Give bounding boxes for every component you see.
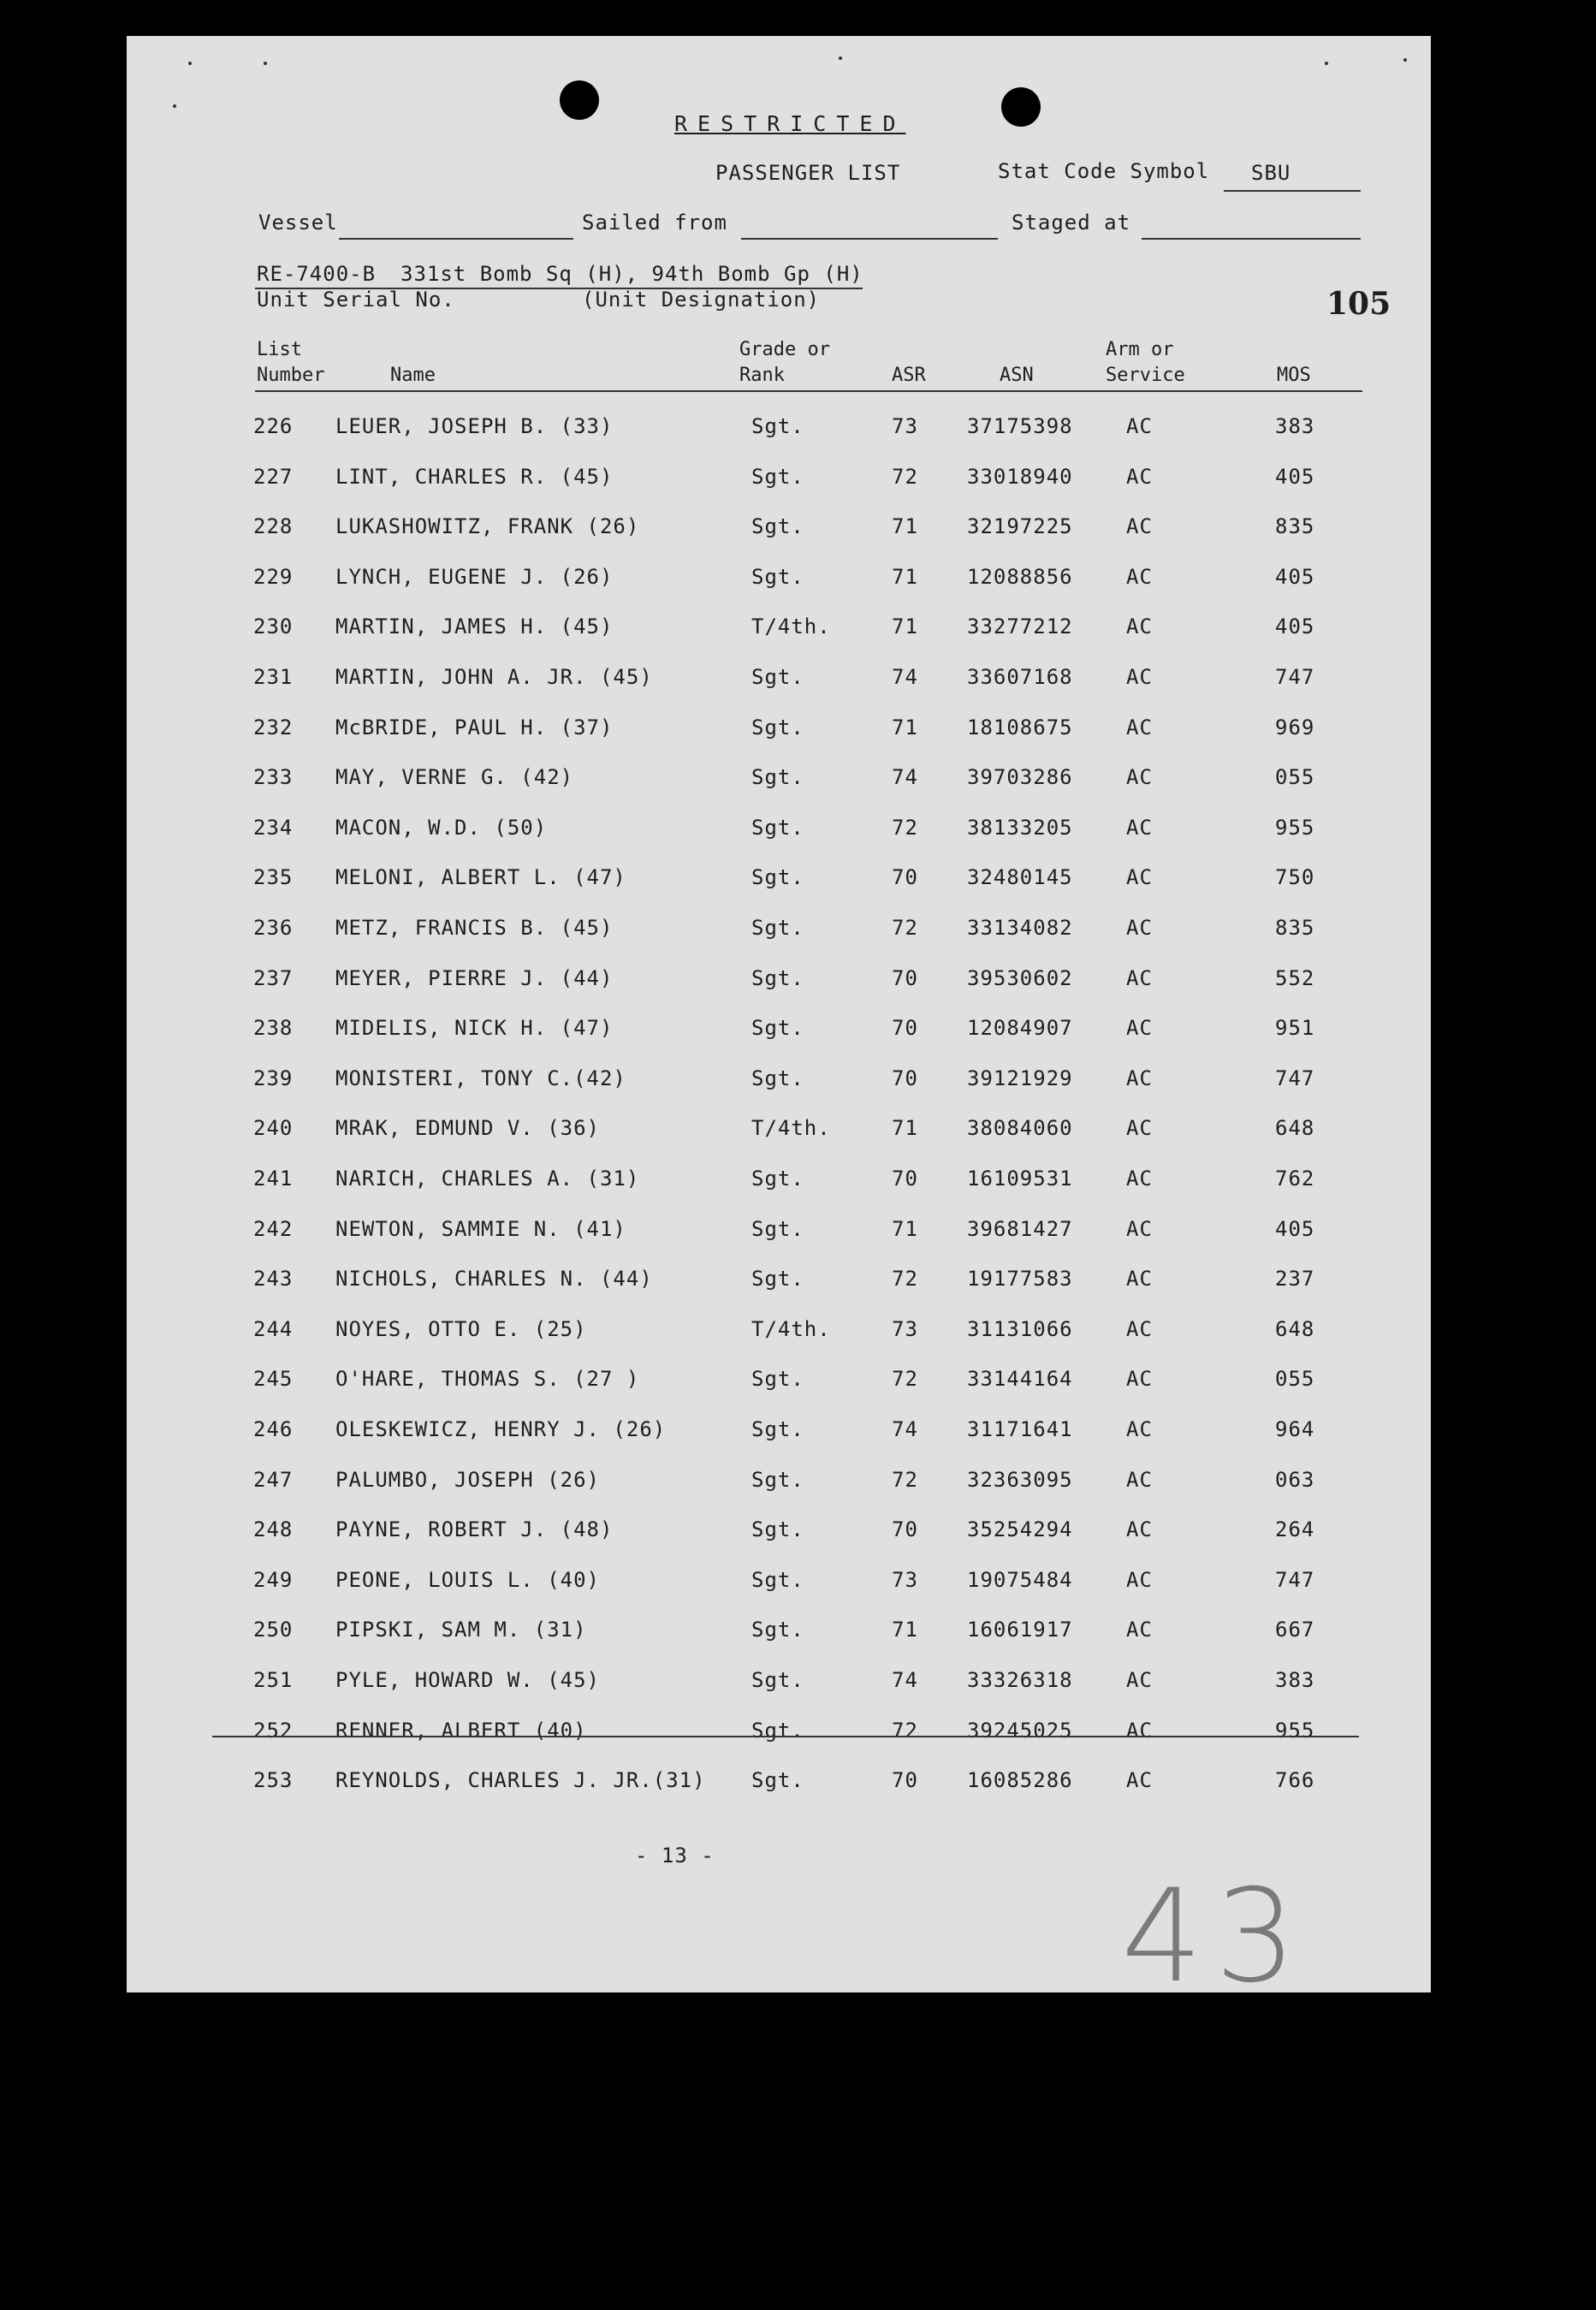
- cell-num: 227: [253, 464, 294, 489]
- speck: [173, 104, 176, 108]
- cell-num: 248: [253, 1517, 294, 1542]
- cell-mos: 951: [1275, 1016, 1315, 1041]
- cell-grade: Sgt.: [751, 765, 804, 790]
- cell-asr: 70: [892, 1066, 918, 1090]
- cell-asn: 39703286: [967, 765, 1073, 790]
- cell-num: 247: [253, 1467, 294, 1492]
- table-row: [127, 1417, 1431, 1452]
- cell-mos: 835: [1275, 514, 1315, 539]
- cell-mos: 747: [1275, 1066, 1315, 1090]
- cell-grade: Sgt.: [751, 414, 804, 438]
- cell-asn: 33144164: [967, 1367, 1073, 1392]
- table-row: [127, 615, 1431, 649]
- col-header-asn: ASN: [1000, 365, 1034, 386]
- cell-asn: 33326318: [967, 1668, 1073, 1692]
- cell-num: 245: [253, 1367, 294, 1392]
- cell-grade: Sgt.: [751, 564, 804, 589]
- cell-grade: Sgt.: [751, 1167, 804, 1191]
- vessel-label: Vessel: [258, 211, 338, 235]
- cell-asn: 16061917: [967, 1618, 1073, 1642]
- punch-hole: [1001, 87, 1041, 127]
- cell-arm: AC: [1126, 414, 1153, 438]
- cell-name: MARTIN, JAMES H. (45): [335, 615, 614, 639]
- table-row: [127, 1317, 1431, 1351]
- cell-mos: 405: [1275, 564, 1315, 589]
- cell-arm: AC: [1126, 1267, 1153, 1292]
- cell-arm: AC: [1126, 1618, 1153, 1642]
- cell-mos: 383: [1275, 414, 1315, 438]
- unit-designation-value: 331st Bomb Sq (H), 94th Bomb Gp (H): [400, 262, 863, 286]
- cell-mos: 969: [1275, 715, 1315, 739]
- sailed-from-label: Sailed from: [582, 211, 727, 235]
- col-header-arm: [1106, 337, 1185, 389]
- cell-asn: 35254294: [967, 1517, 1073, 1542]
- cell-asr: 70: [892, 1167, 918, 1191]
- cell-asn: 31131066: [967, 1316, 1073, 1341]
- col-header-grade-line2: Rank: [739, 365, 785, 386]
- cell-mos: 063: [1275, 1467, 1315, 1492]
- cell-mos: 405: [1275, 615, 1315, 639]
- cell-arm: AC: [1126, 1517, 1153, 1542]
- table-row: [127, 465, 1431, 499]
- cell-asn: 16085286: [967, 1768, 1073, 1793]
- cell-asn: 38084060: [967, 1116, 1073, 1141]
- cell-num: 246: [253, 1417, 294, 1441]
- cell-num: 233: [253, 765, 294, 790]
- cell-num: 252: [253, 1718, 294, 1743]
- table-row: [127, 816, 1431, 850]
- cell-mos: 955: [1275, 815, 1315, 840]
- cell-name: REYNOLDS, CHARLES J. JR.(31): [335, 1768, 706, 1793]
- unit-designation-label: (Unit Designation): [582, 288, 821, 312]
- cell-mos: 264: [1275, 1517, 1315, 1542]
- cell-num: 250: [253, 1618, 294, 1642]
- table-row: [127, 1016, 1431, 1050]
- cell-name: LYNCH, EUGENE J. (26): [335, 564, 614, 589]
- col-header-number: Number: [257, 365, 325, 386]
- cell-arm: AC: [1126, 1016, 1153, 1041]
- cell-mos: 405: [1275, 464, 1315, 489]
- col-header-arm-line2: Service: [1106, 365, 1185, 386]
- cell-arm: AC: [1126, 1216, 1153, 1241]
- cell-name: MONISTERI, TONY C.(42): [335, 1066, 626, 1090]
- table-row: [127, 1066, 1431, 1101]
- cell-asr: 72: [892, 916, 918, 940]
- cell-grade: Sgt.: [751, 865, 804, 890]
- cell-arm: AC: [1126, 1467, 1153, 1492]
- cell-asr: 71: [892, 715, 918, 739]
- col-header-grade: [739, 337, 830, 389]
- cell-num: 228: [253, 514, 294, 539]
- cell-arm: AC: [1126, 1567, 1153, 1592]
- cell-asr: 70: [892, 1768, 918, 1793]
- cell-grade: Sgt.: [751, 464, 804, 489]
- cell-num: 226: [253, 414, 294, 438]
- document-page: [127, 36, 1431, 2011]
- cell-asr: 73: [892, 414, 918, 438]
- cell-asn: 33277212: [967, 615, 1073, 639]
- page-number: 105: [1326, 286, 1391, 322]
- cell-asn: 32197225: [967, 514, 1073, 539]
- cell-asn: 16109531: [967, 1167, 1073, 1191]
- cell-arm: AC: [1126, 1367, 1153, 1392]
- cell-name: NICHOLS, CHARLES N. (44): [335, 1267, 653, 1292]
- cell-grade: Sgt.: [751, 1467, 804, 1492]
- table-row: [127, 1116, 1431, 1150]
- cell-name: MRAK, EDMUND V. (36): [335, 1116, 600, 1141]
- cell-name: MEYER, PIERRE J. (44): [335, 965, 614, 990]
- passenger-list-title: PASSENGER LIST: [715, 161, 901, 185]
- cell-arm: AC: [1126, 464, 1153, 489]
- cell-grade: Sgt.: [751, 715, 804, 739]
- cell-grade: Sgt.: [751, 1768, 804, 1793]
- table-row: [127, 1517, 1431, 1552]
- cell-arm: AC: [1126, 1316, 1153, 1341]
- cell-grade: Sgt.: [751, 1417, 804, 1441]
- cell-asn: 33607168: [967, 665, 1073, 689]
- cell-mos: 835: [1275, 916, 1315, 940]
- cell-asn: 33134082: [967, 916, 1073, 940]
- cell-arm: AC: [1126, 1417, 1153, 1441]
- cell-mos: 747: [1275, 665, 1315, 689]
- cell-asn: 33018940: [967, 464, 1073, 489]
- vessel-underline: [339, 238, 573, 240]
- col-header-name: Name: [390, 365, 436, 386]
- cell-asr: 72: [892, 1467, 918, 1492]
- cell-grade: Sgt.: [751, 1567, 804, 1592]
- cell-asr: 74: [892, 665, 918, 689]
- cell-name: LEUER, JOSEPH B. (33): [335, 414, 614, 438]
- cell-asr: 73: [892, 1316, 918, 1341]
- col-header-mos: MOS: [1277, 365, 1311, 386]
- cell-num: 243: [253, 1267, 294, 1292]
- cell-mos: 747: [1275, 1567, 1315, 1592]
- cell-num: 236: [253, 916, 294, 940]
- cell-asr: 71: [892, 1216, 918, 1241]
- cell-asr: 73: [892, 1567, 918, 1592]
- cell-name: O'HARE, THOMAS S. (27 ): [335, 1367, 640, 1392]
- table-row: [127, 1668, 1431, 1702]
- cell-mos: 964: [1275, 1417, 1315, 1441]
- cell-name: PIPSKI, SAM M. (31): [335, 1618, 587, 1642]
- cell-arm: AC: [1126, 965, 1153, 990]
- cell-asr: 72: [892, 815, 918, 840]
- cell-asr: 70: [892, 965, 918, 990]
- cell-grade: Sgt.: [751, 916, 804, 940]
- table-row: [127, 1267, 1431, 1301]
- col-header-arm-line1: Arm or: [1106, 339, 1174, 360]
- cell-name: RENNER, ALBERT (40): [335, 1718, 587, 1743]
- cell-name: LUKASHOWITZ, FRANK (26): [335, 514, 640, 539]
- cell-arm: AC: [1126, 1066, 1153, 1090]
- cell-name: PALUMBO, JOSEPH (26): [335, 1467, 600, 1492]
- stat-code-value: SBU: [1251, 161, 1291, 185]
- cell-arm: AC: [1126, 665, 1153, 689]
- table-row: [127, 665, 1431, 699]
- cell-asn: 39530602: [967, 965, 1073, 990]
- cell-grade: Sgt.: [751, 1066, 804, 1090]
- cell-mos: 405: [1275, 1216, 1315, 1241]
- table-row: [127, 1568, 1431, 1602]
- cell-name: MIDELIS, NICK H. (47): [335, 1016, 614, 1041]
- table-row: [127, 414, 1431, 448]
- cell-name: METZ, FRANCIS B. (45): [335, 916, 614, 940]
- cell-name: NEWTON, SAMMIE N. (41): [335, 1216, 626, 1241]
- cell-asn: 32363095: [967, 1467, 1073, 1492]
- col-header-list: List: [257, 339, 302, 360]
- cell-name: MELONI, ALBERT L. (47): [335, 865, 626, 890]
- col-header-list-number: [257, 337, 324, 389]
- cell-mos: 762: [1275, 1167, 1315, 1191]
- cell-arm: AC: [1126, 1167, 1153, 1191]
- cell-asr: 74: [892, 1668, 918, 1692]
- cell-name: MARTIN, JOHN A. JR. (45): [335, 665, 653, 689]
- cell-asr: 72: [892, 1367, 918, 1392]
- cell-arm: AC: [1126, 865, 1153, 890]
- cell-asr: 72: [892, 464, 918, 489]
- cell-arm: AC: [1126, 1116, 1153, 1141]
- cell-asn: 12084907: [967, 1016, 1073, 1041]
- col-header-grade-line1: Grade or: [739, 339, 830, 360]
- cell-mos: 955: [1275, 1718, 1315, 1743]
- cell-mos: 648: [1275, 1116, 1315, 1141]
- cell-arm: AC: [1126, 1768, 1153, 1793]
- cell-name: McBRIDE, PAUL H. (37): [335, 715, 614, 739]
- speck: [1403, 58, 1407, 62]
- table-row: [127, 1468, 1431, 1502]
- cell-asn: 39681427: [967, 1216, 1073, 1241]
- cell-num: 230: [253, 615, 294, 639]
- cell-grade: Sgt.: [751, 815, 804, 840]
- cell-grade: Sgt.: [751, 665, 804, 689]
- cell-arm: AC: [1126, 615, 1153, 639]
- stat-code-underline: [1224, 190, 1361, 192]
- table-row: [127, 1719, 1431, 1753]
- cell-grade: Sgt.: [751, 1668, 804, 1692]
- cell-grade: T/4th.: [751, 1316, 831, 1341]
- cell-asr: 72: [892, 1718, 918, 1743]
- cell-num: 239: [253, 1066, 294, 1090]
- cell-num: 244: [253, 1316, 294, 1341]
- cell-arm: AC: [1126, 514, 1153, 539]
- cell-asn: 39245025: [967, 1718, 1073, 1743]
- cell-asr: 71: [892, 564, 918, 589]
- cell-mos: 750: [1275, 865, 1315, 890]
- cell-name: MAY, VERNE G. (42): [335, 765, 574, 790]
- cell-name: NOYES, OTTO E. (25): [335, 1316, 587, 1341]
- page-footer: - 13 -: [635, 1844, 715, 1868]
- cell-asr: 71: [892, 1618, 918, 1642]
- punch-hole: [560, 80, 599, 120]
- cell-arm: AC: [1126, 916, 1153, 940]
- cell-num: 240: [253, 1116, 294, 1141]
- handwritten-note: 43: [1121, 1862, 1308, 2011]
- cell-mos: 552: [1275, 965, 1315, 990]
- cell-name: PAYNE, ROBERT J. (48): [335, 1517, 614, 1542]
- table-row: [127, 565, 1431, 599]
- speck: [264, 62, 267, 65]
- cell-grade: Sgt.: [751, 1267, 804, 1292]
- cell-asn: 31171641: [967, 1417, 1073, 1441]
- table-row: [127, 1618, 1431, 1652]
- cell-mos: 667: [1275, 1618, 1315, 1642]
- cell-asr: 74: [892, 765, 918, 790]
- cell-num: 253: [253, 1768, 294, 1793]
- cell-asn: 18108675: [967, 715, 1073, 739]
- table-row: [127, 1167, 1431, 1201]
- cell-asn: 37175398: [967, 414, 1073, 438]
- col-header-asr: ASR: [892, 365, 926, 386]
- cell-asr: 72: [892, 1267, 918, 1292]
- cell-num: 235: [253, 865, 294, 890]
- cell-mos: 055: [1275, 1367, 1315, 1392]
- cell-grade: Sgt.: [751, 1618, 804, 1642]
- cell-num: 251: [253, 1668, 294, 1692]
- table-row: [127, 966, 1431, 1001]
- cell-asn: 39121929: [967, 1066, 1073, 1090]
- cell-num: 231: [253, 665, 294, 689]
- cell-asr: 71: [892, 1116, 918, 1141]
- cell-num: 242: [253, 1216, 294, 1241]
- cell-grade: Sgt.: [751, 1517, 804, 1542]
- cell-asn: 32480145: [967, 865, 1073, 890]
- header-rule: [255, 390, 1362, 392]
- cell-arm: AC: [1126, 815, 1153, 840]
- cell-mos: 383: [1275, 1668, 1315, 1692]
- cell-num: 241: [253, 1167, 294, 1191]
- cell-grade: Sgt.: [751, 1718, 804, 1743]
- cell-grade: Sgt.: [751, 514, 804, 539]
- unit-serial-value: RE-7400-B: [257, 262, 377, 286]
- cell-asr: 70: [892, 1016, 918, 1041]
- cell-num: 249: [253, 1567, 294, 1592]
- cell-num: 237: [253, 965, 294, 990]
- cell-name: NARICH, CHARLES A. (31): [335, 1167, 640, 1191]
- cell-arm: AC: [1126, 1718, 1153, 1743]
- cell-asn: 12088856: [967, 564, 1073, 589]
- cell-grade: Sgt.: [751, 1367, 804, 1392]
- cell-mos: 055: [1275, 765, 1315, 790]
- cell-asr: 74: [892, 1417, 918, 1441]
- cell-asr: 71: [892, 514, 918, 539]
- table-row: [127, 514, 1431, 549]
- staged-at-label: Staged at: [1012, 211, 1131, 235]
- cell-name: PYLE, HOWARD W. (45): [335, 1668, 600, 1692]
- cell-mos: 648: [1275, 1316, 1315, 1341]
- cell-name: PEONE, LOUIS L. (40): [335, 1567, 600, 1592]
- cell-asn: 19177583: [967, 1267, 1073, 1292]
- table-row: [127, 765, 1431, 799]
- cell-num: 229: [253, 564, 294, 589]
- speck: [188, 62, 192, 65]
- cell-mos: 237: [1275, 1267, 1315, 1292]
- stat-code-label: Stat Code Symbol: [998, 159, 1210, 183]
- speck: [839, 56, 842, 60]
- cell-grade: Sgt.: [751, 965, 804, 990]
- cell-asr: 71: [892, 615, 918, 639]
- cell-asr: 70: [892, 1517, 918, 1542]
- cell-num: 234: [253, 815, 294, 840]
- cell-grade: Sgt.: [751, 1016, 804, 1041]
- cell-num: 232: [253, 715, 294, 739]
- cell-arm: AC: [1126, 564, 1153, 589]
- cell-grade: T/4th.: [751, 615, 831, 639]
- cell-grade: Sgt.: [751, 1216, 804, 1241]
- restricted-heading: RESTRICTED: [674, 111, 906, 136]
- cell-arm: AC: [1126, 715, 1153, 739]
- table-row: [127, 865, 1431, 900]
- table-row: [127, 1217, 1431, 1251]
- strikethrough-line: [212, 1736, 1359, 1737]
- cell-mos: 766: [1275, 1768, 1315, 1793]
- speck: [1325, 62, 1328, 65]
- cell-num: 238: [253, 1016, 294, 1041]
- cell-arm: AC: [1126, 765, 1153, 790]
- unit-serial-label: Unit Serial No.: [257, 288, 455, 312]
- table-row: [127, 716, 1431, 750]
- table-row: [127, 1367, 1431, 1401]
- staged-at-underline: [1142, 238, 1361, 240]
- cell-asn: 19075484: [967, 1567, 1073, 1592]
- cell-asn: 38133205: [967, 815, 1073, 840]
- table-row: [127, 1768, 1431, 1802]
- cell-asr: 70: [892, 865, 918, 890]
- cell-arm: AC: [1126, 1668, 1153, 1692]
- sailed-from-underline: [741, 238, 998, 240]
- table-row: [127, 916, 1431, 950]
- cell-name: LINT, CHARLES R. (45): [335, 464, 614, 489]
- cell-grade: T/4th.: [751, 1116, 831, 1141]
- cell-name: MACON, W.D. (50): [335, 815, 548, 840]
- cell-name: OLESKEWICZ, HENRY J. (26): [335, 1417, 667, 1441]
